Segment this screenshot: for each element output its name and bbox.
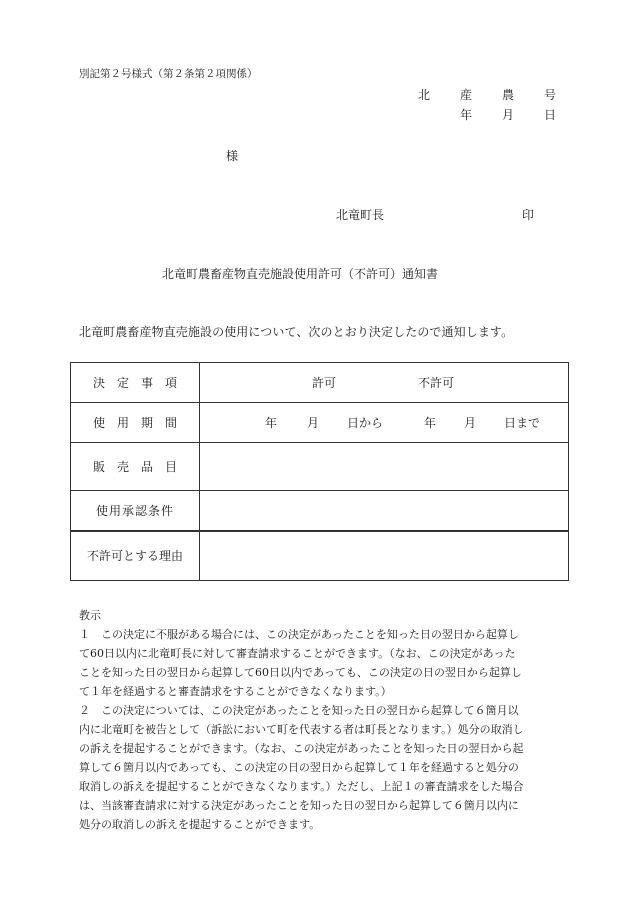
table-row xyxy=(71,491,569,531)
instructions-line: 算して６箇月以内であっても、この決定の日の翌日から起算して１年を経過すると処分の xyxy=(79,761,519,774)
addressee-suffix: 様 xyxy=(226,149,239,163)
instructions-line: て１年を経過すると審査請求をすることができなくなります。） xyxy=(79,685,392,698)
items-cell xyxy=(200,443,569,491)
row-label-items: 販 売 品 目 xyxy=(71,443,200,491)
instructions-line: 取消しの訴えを提起することができなくなります。）ただし、上記１の審査請求をした場合 xyxy=(79,780,524,793)
doc-number-part: 号 xyxy=(544,88,557,102)
date-part: 日から xyxy=(347,416,384,430)
date-part: 日まで xyxy=(504,416,541,430)
instructions-line: は、当該審査請求に対する決定があったことを知った日の翌日から起算して６箇月以内に xyxy=(79,799,519,812)
doc-number-part: 農 xyxy=(502,88,515,102)
doc-number xyxy=(418,86,556,103)
row-label-period: 使 用 期 間 xyxy=(71,403,200,443)
date-part: 月 xyxy=(464,416,477,430)
instructions-line: 処分の取消しの訴えを提起することができます。 xyxy=(79,818,321,831)
doc-number-part: 産 xyxy=(460,88,473,102)
doc-number-part: 北 xyxy=(418,88,431,102)
intro-text: 北竜町農畜産物直売施設の使用について、次のとおり決定したので通知します。 xyxy=(79,325,514,339)
table-row xyxy=(71,443,569,491)
instructions-line: の訴えを提起することができます。（なお、この決定があったことを知った日の翌日から起 xyxy=(79,742,524,755)
deny-option: 不許可 xyxy=(418,376,455,390)
date-part: 月 xyxy=(502,108,515,122)
date-part: 日 xyxy=(544,108,557,122)
issue-date xyxy=(460,106,556,123)
row-label-conditions: 使用承認条件 xyxy=(71,491,200,531)
date-part: 年 xyxy=(460,108,473,122)
document-title: 北竜町農畜産物直売施設使用許可（不許可）通知書 xyxy=(162,267,439,281)
date-part: 年 xyxy=(424,416,437,430)
instructions-line: 内に北竜町を被告として（訴訟において町を代表する者は町長となります。）処分の取消し xyxy=(79,723,524,736)
reason-cell xyxy=(200,531,569,581)
date-part: 月 xyxy=(307,416,320,430)
conditions-cell xyxy=(200,491,569,531)
instructions-line: ことを知った日の翌日から起算して60日以内であっても、この決定の日の翌日から起算し xyxy=(79,666,522,679)
period-cell xyxy=(200,403,569,443)
decision-cell xyxy=(200,363,569,403)
instructions-line: １ この決定に不服がある場合には、この決定があったことを知った日の翌日から起算し xyxy=(79,628,519,641)
permit-option: 許可 xyxy=(312,376,337,390)
instructions-line: て60日以内に北竜町長に対して審査請求することができます。（なお、この決定があった xyxy=(79,647,516,660)
row-label-reason: 不許可とする理由 xyxy=(71,531,200,581)
seal-mark: 印 xyxy=(522,208,535,222)
instructions-line: ２ この決定については、この決定があったことを知った日の翌日から起算して６箇月以 xyxy=(79,704,519,717)
table-row xyxy=(71,363,569,403)
issuer: 北竜町長 xyxy=(336,208,385,222)
instructions-heading: 教示 xyxy=(79,609,101,622)
row-label-decision: 決 定 事 項 xyxy=(71,363,200,403)
table-row xyxy=(71,531,569,581)
date-part: 年 xyxy=(265,416,278,430)
decision-table xyxy=(70,362,569,581)
form-id: 別記第２号様式（第２条第２項関係） xyxy=(79,68,258,80)
instructions xyxy=(79,606,571,834)
table-row xyxy=(71,403,569,443)
